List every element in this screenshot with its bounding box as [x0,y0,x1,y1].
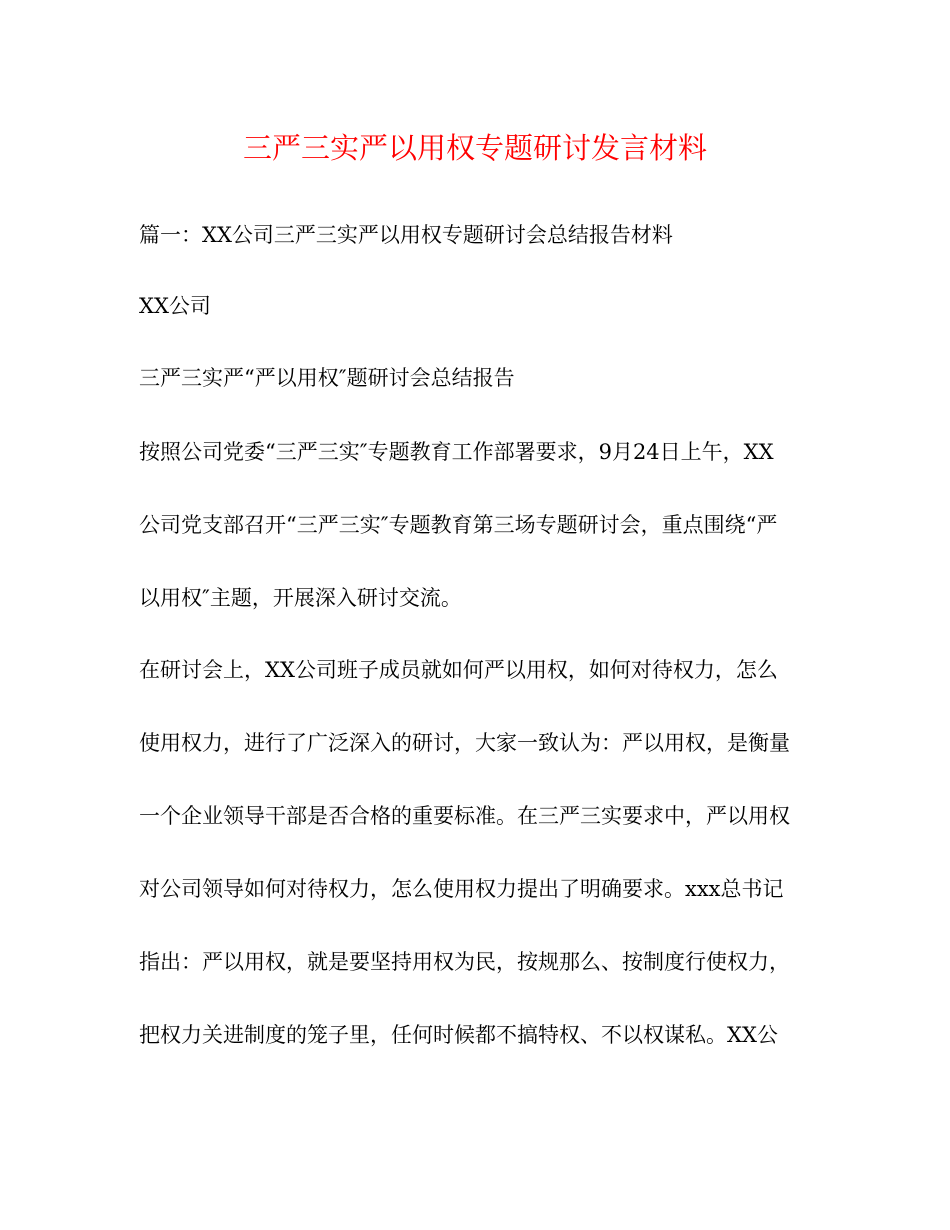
paragraph-line: 以用权″主题，开展深入研讨交流。 [139,586,462,610]
report-title-line: 三严三实严“严以用权″题研讨会总结报告 [139,366,515,390]
paragraph-line: 公司党支部召开“三严三实″专题教育第三场专题研讨会，重点围绕“严 [139,513,778,537]
section-heading: 篇一：XX公司三严三实严以用权专题研讨会总结报告材料 [139,223,673,247]
company-name-line: XX公司 [139,294,211,318]
document-title: 三严三实严以用权专题研讨发言材料 [242,131,707,165]
paragraph-line: 按照公司党委“三严三实″专题教育工作部署要求，9月24日上午，XX [139,440,774,464]
paragraph-line: 指出：严以用权，就是要坚持用权为民，按规那么、按制度行使权力， [139,950,790,974]
paragraph-line: 对公司领导如何对待权力，怎么使用权力提出了明确要求。xxx总书记 [139,877,784,901]
paragraph-line: 一个企业领导干部是否合格的重要标准。在三严三实要求中，严以用权 [139,804,790,828]
paragraph-line: 把权力关进制度的笼子里，任何时候都不搞特权、不以权谋私。XX公 [139,1023,778,1047]
paragraph-line: 使用权力，进行了广泛深入的研讨，大家一致认为：严以用权，是衡量 [139,731,790,755]
paragraph-line: 在研讨会上，XX公司班子成员就如何严以用权，如何对待权力，怎么 [139,658,778,682]
